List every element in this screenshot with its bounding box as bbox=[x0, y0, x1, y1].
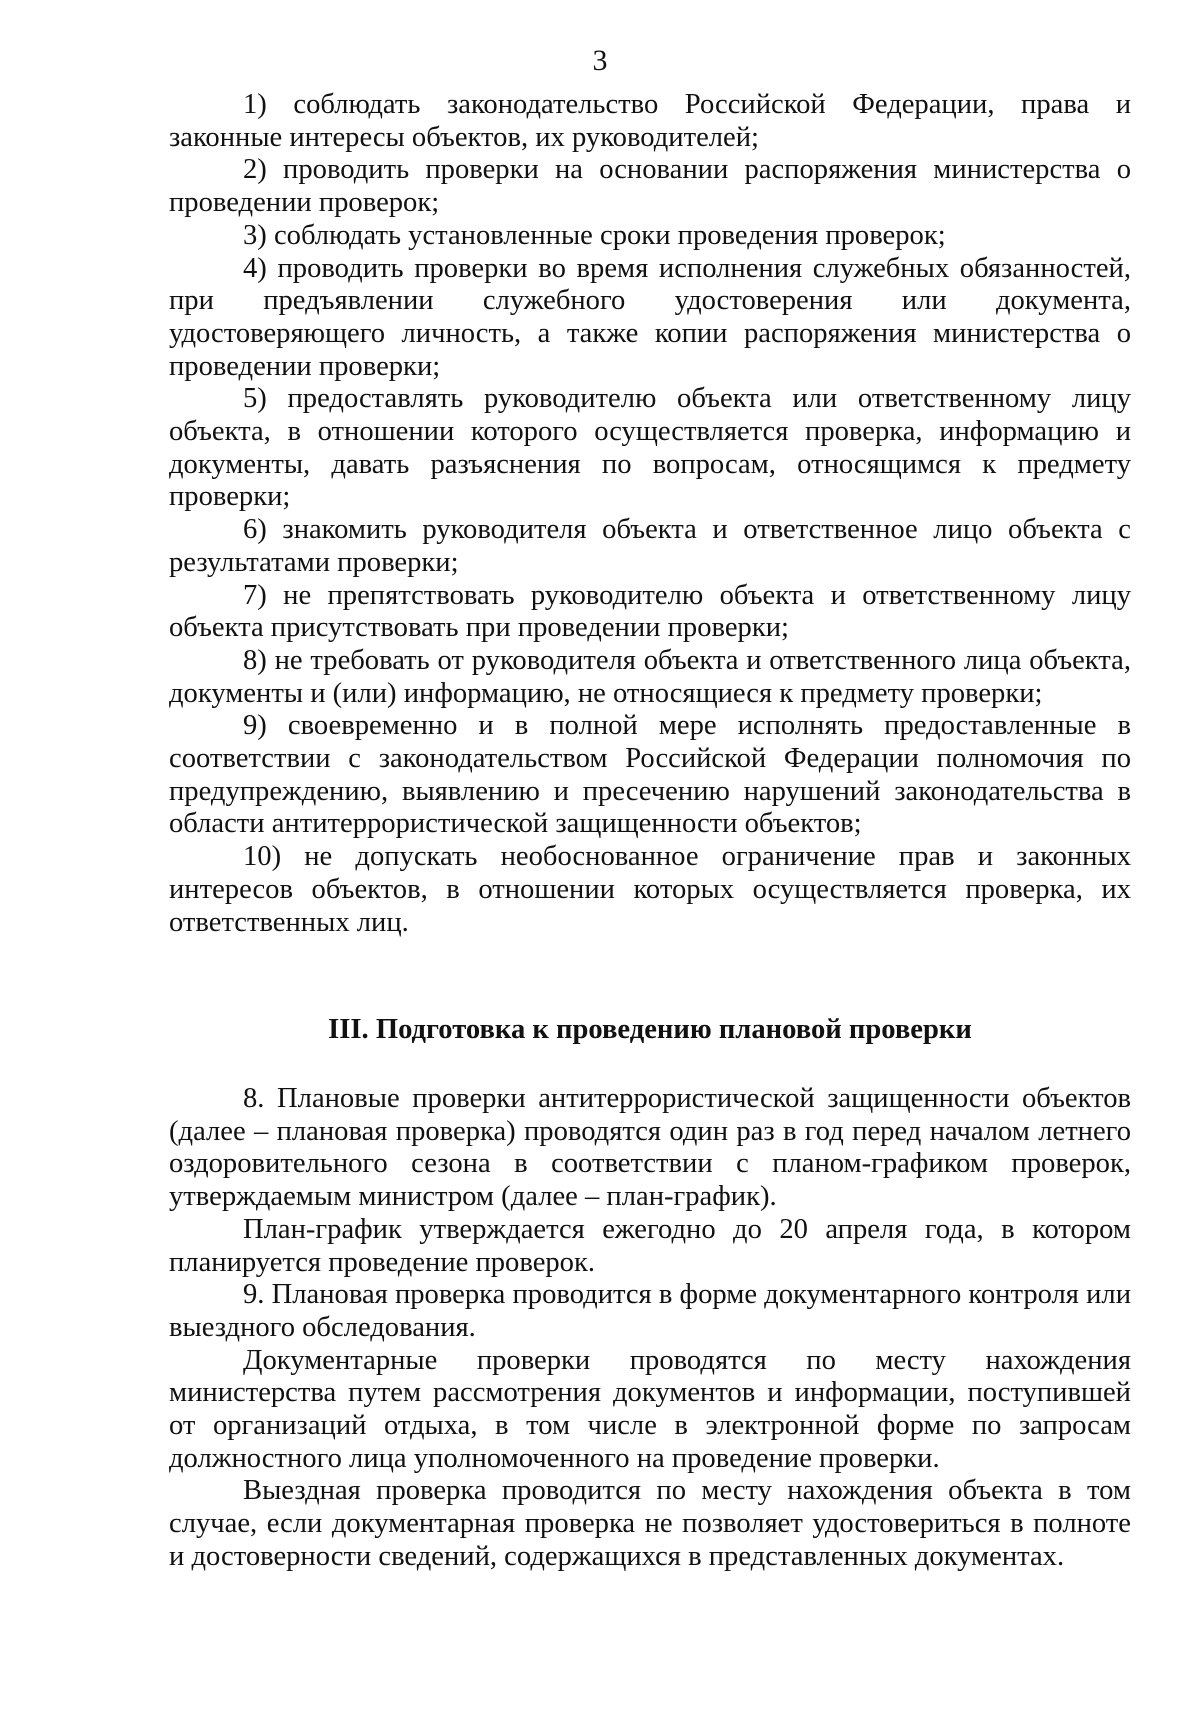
list-item: 1) соблюдать законодательство Российской Федерации, права и законные интересы объектов, их руководителей; bbox=[169, 89, 1131, 153]
list-item: 8) не требовать от руководителя объекта и ответственного лица объекта, документы и (или) информацию, не относящиеся к предмету проверки; bbox=[169, 644, 1131, 709]
section-body bbox=[169, 1083, 1131, 1574]
paragraph: План-график утверждается ежегодно до 20 апреля года, в котором планируется проведение проверок. bbox=[169, 1213, 1131, 1278]
obligations-list bbox=[169, 89, 1131, 939]
list-item: 2) проводить проверки на основании распоряжения министерства о проведении проверок; bbox=[169, 154, 1131, 219]
list-item: 3) соблюдать установленные сроки проведения проверок; bbox=[243, 219, 946, 251]
list-item: 6) знакомить руководителя объекта и ответственное лицо объекта с результатами проверки; bbox=[169, 514, 1131, 578]
page-number: 3 bbox=[592, 44, 608, 77]
list-item: 5) предоставлять руководителю объекта или ответственному лицу объекта, в отношении которого осуществляется проверка, информацию и документы, давать разъяснения по вопросам, относящимся к предмету проверки; bbox=[169, 383, 1131, 513]
list-item: 10) не допускать необоснованное ограничение прав и законных интересов объектов, в отношении которых осуществляется проверка, их ответственных лиц. bbox=[169, 841, 1131, 938]
list-item: 9) своевременно и в полной мере исполнять предоставленные в соответствии с законодательством Российской Федерации полномочия по предупреждению, выявлению и пресечению нарушений законодательства в области антитеррористической защищенности объектов; bbox=[169, 710, 1131, 840]
section-heading: III. Подготовка к проведению плановой проверки bbox=[328, 1014, 972, 1045]
paragraph: Документарные проверки проводятся по месту нахождения министерства путем рассмотрения документов и информации, поступившей от организаций отдыха, в том числе в электронной форме по запросам должностного лица уполномоченного на проведение проверки. bbox=[169, 1344, 1131, 1474]
list-item: 4) проводить проверки во время исполнения служебных обязанностей, при предъявлении служебного удостоверения или документа, удостоверяющего личность, а также копии распоряжения министерства о проведении проверки; bbox=[169, 252, 1131, 382]
list-item: 7) не препятствовать руководителю объекта и ответственному лицу объекта присутствовать при проведении проверки; bbox=[169, 579, 1131, 644]
paragraph: 8. Плановые проверки антитеррористической защищенности объектов (далее – плановая проверка) проводятся один раз в год перед началом летнего оздоровительного сезона в соответствии с планом-графиком проверок, утверждаемым министром (далее – план-график). bbox=[169, 1083, 1131, 1213]
paragraph: Выездная проверка проводится по месту нахождения объекта в том случае, если документарная проверка не позволяет удостовериться в полноте и достоверности сведений, содержащихся в представленных документах. bbox=[169, 1475, 1131, 1572]
paragraph: 9. Плановая проверка проводится в форме документарного контроля или выездного обследования. bbox=[169, 1279, 1131, 1343]
